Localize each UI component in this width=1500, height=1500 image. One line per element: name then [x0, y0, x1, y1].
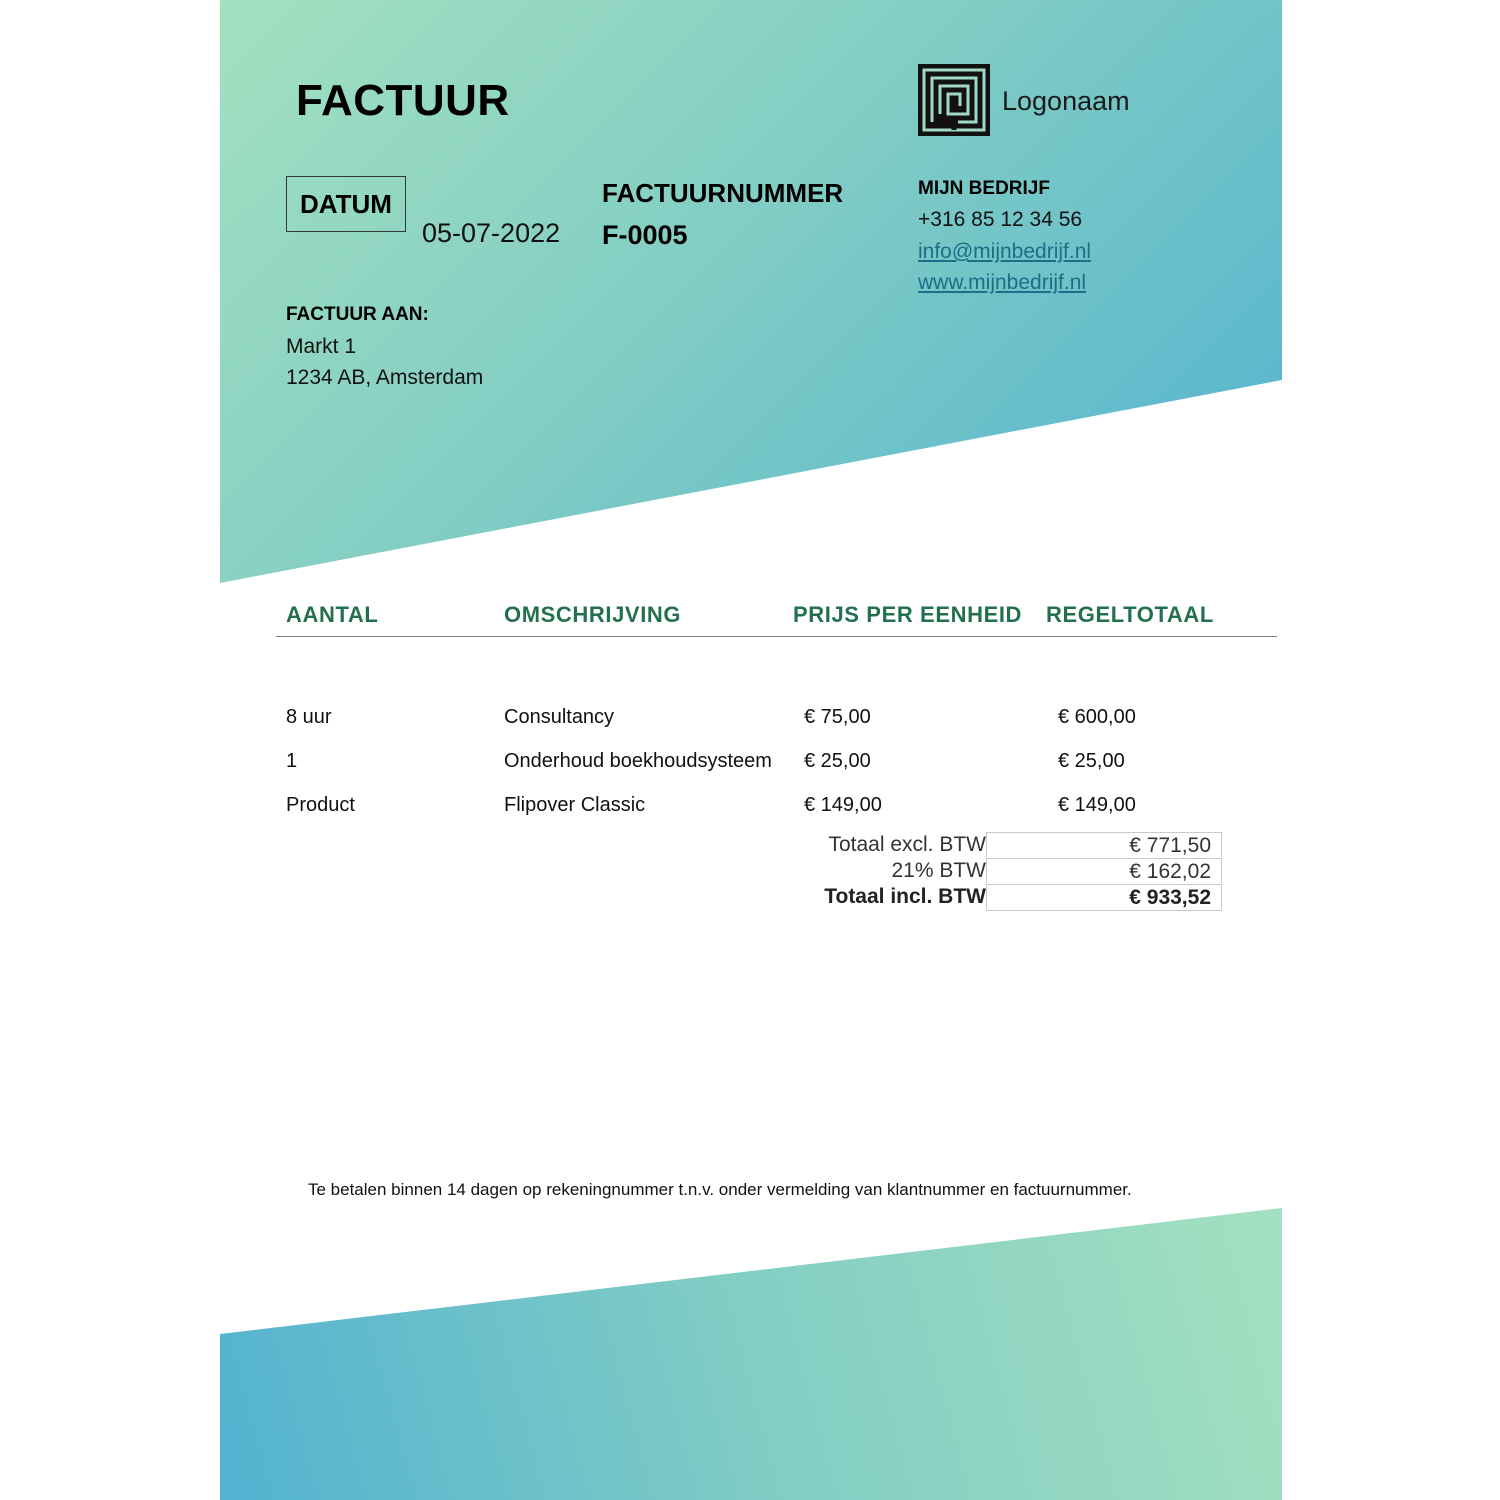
- vat-row: [780, 858, 1222, 884]
- row-quantity: Product: [286, 794, 355, 816]
- company-email-link[interactable]: info@mijnbedrijf.nl: [918, 240, 1092, 263]
- payment-terms-note: Te betalen binnen 14 dagen op rekeningnummer t.n.v. onder vermelding van klantnummer en factuurnummer.: [308, 1180, 1132, 1199]
- invoice-number-value: F-0005: [602, 220, 688, 250]
- maze-logo-icon: [918, 64, 990, 136]
- grand-total-row: [780, 884, 1222, 910]
- row-line-total: € 600,00: [1058, 706, 1136, 728]
- bill-to-label: FACTUUR AAN:: [286, 304, 429, 325]
- column-header-description: OMSCHRIJVING: [504, 602, 682, 627]
- vat-label: 21% BTW: [891, 859, 986, 882]
- company-website-link[interactable]: www.mijnbedrijf.nl: [918, 271, 1087, 294]
- table-row: [220, 794, 1282, 824]
- invoice-number-label: FACTUURNUMMER: [602, 178, 844, 208]
- row-line-total: € 149,00: [1058, 794, 1136, 816]
- row-description: Flipover Classic: [504, 794, 646, 816]
- company-name: MIJN BEDRIJF: [918, 178, 1050, 199]
- row-unit-price: € 75,00: [804, 706, 871, 728]
- row-quantity: 8 uur: [286, 706, 332, 728]
- table-row: [220, 706, 1282, 736]
- grand-total-value: € 933,52: [986, 884, 1222, 911]
- date-value: 05-07-2022: [422, 218, 561, 248]
- row-quantity: 1: [286, 750, 298, 772]
- row-line-total: € 25,00: [1058, 750, 1125, 772]
- footer-gradient-band: [220, 1208, 1282, 1500]
- column-header-quantity: AANTAL: [286, 602, 379, 627]
- invoice-title: FACTUUR: [296, 76, 510, 125]
- logo-name: Logonaam: [1002, 86, 1130, 116]
- bill-to-address-line2: 1234 AB, Amsterdam: [286, 366, 484, 389]
- totals-block: [780, 832, 1222, 910]
- row-unit-price: € 25,00: [804, 750, 871, 772]
- subtotal-value: € 771,50: [986, 832, 1222, 857]
- bill-to-address-line1: Markt 1: [286, 335, 357, 358]
- vat-value: € 162,02: [986, 858, 1222, 883]
- invoice-sheet: [220, 0, 1282, 1500]
- header-divider: [276, 636, 1277, 637]
- date-label-box: [286, 176, 406, 232]
- company-phone: +316 85 12 34 56: [918, 208, 1083, 231]
- column-header-unit-price: PRIJS PER EENHEID: [793, 602, 1023, 627]
- subtotal-row: [780, 832, 1222, 858]
- row-description: Consultancy: [504, 706, 615, 728]
- row-description: Onderhoud boekhoudsysteem: [504, 750, 772, 772]
- table-row: [220, 750, 1282, 780]
- grand-total-label: Totaal incl. BTW: [824, 885, 986, 908]
- date-label: DATUM: [300, 188, 392, 219]
- row-unit-price: € 149,00: [804, 794, 882, 816]
- column-header-line-total: REGELTOTAAL: [1046, 602, 1214, 627]
- subtotal-label: Totaal excl. BTW: [828, 833, 986, 856]
